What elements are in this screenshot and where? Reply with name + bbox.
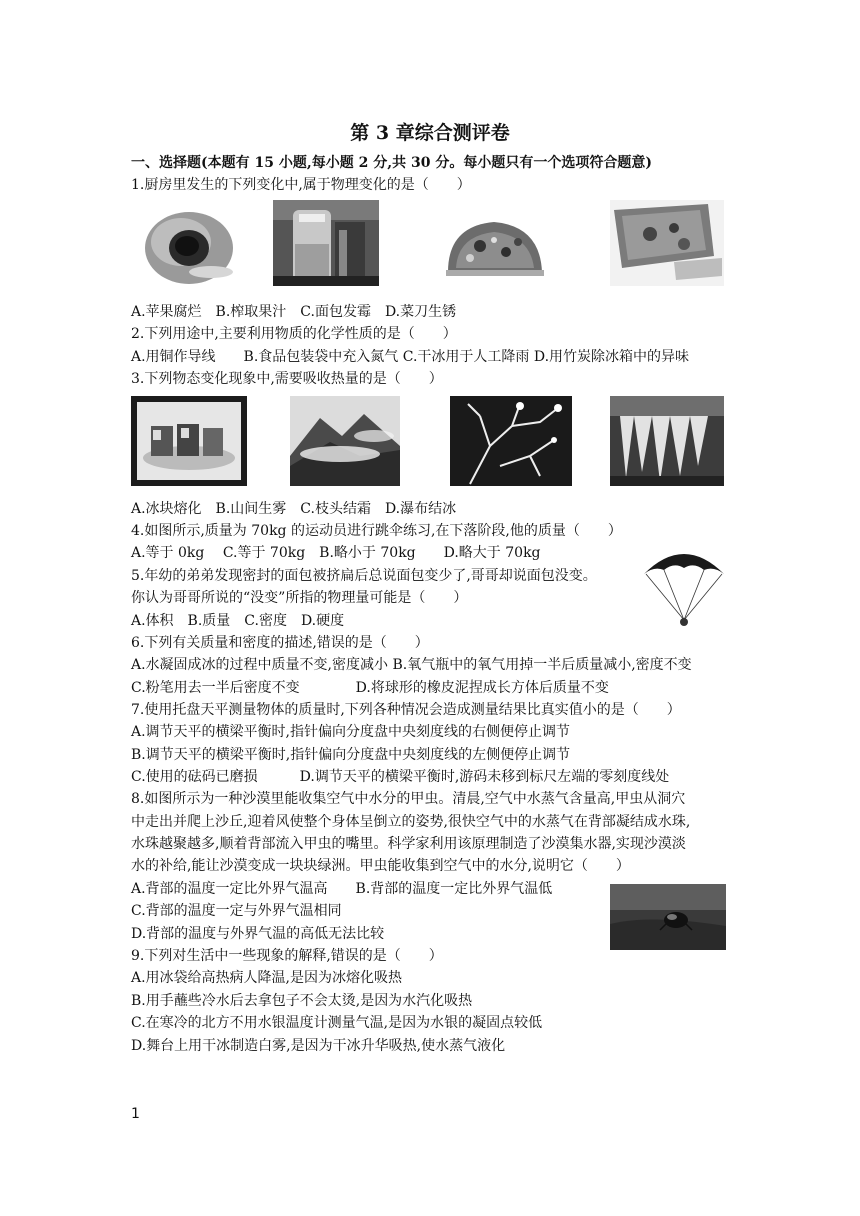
question-2-stem: 2.下列用途中,主要利用物质的化学性质的是（ ） [131, 326, 457, 342]
question-9-option-c: C.在寒冷的北方不用水银温度计测量气温,是因为水银的凝固点较低 [131, 1015, 543, 1031]
question-9-stem: 9.下列对生活中一些现象的解释,错误的是（ ） [131, 948, 443, 964]
question-5-stem-line-2: 你认为哥哥所说的“没变”所指的物理量可能是（ ） [131, 590, 468, 606]
question-8-option-d: D.背部的温度与外界气温的高低无法比较 [131, 926, 385, 942]
question-8-stem-line-4: 水的补给,能让沙漠变成一块块绿洲。甲虫能收集到空气中的水分,说明它（ ） [131, 858, 630, 874]
question-4-options: A.等于 0kg C.等于 70kg B.略小于 70kg D.略大于 70kg [131, 545, 541, 561]
question-8-stem-line-3: 水珠越聚越多,顺着背部流入甲虫的嘴里。科学家利用该原理制造了沙漠集水器,实现沙漠淡 [131, 836, 686, 852]
question-2-options: A.用铜作导线 B.食品包装袋中充入氮气 C.干冰用于人工降雨 D.用竹炭除冰箱中的异味 [131, 349, 690, 365]
question-9-option-d: D.舞台上用干冰制造白雾,是因为干冰升华吸热,使水蒸气液化 [131, 1038, 506, 1054]
frozen-waterfall-image [610, 396, 724, 486]
question-7-options-cd: C.使用的砝码已磨损 D.调节天平的横梁平衡时,游码未移到标尺左端的零刻度线处 [131, 769, 670, 785]
question-8-options-ab: A.背部的温度一定比外界气温高 B.背部的温度一定比外界气温低 [131, 881, 553, 897]
question-8-stem-line-2: 中走出并爬上沙丘,迎着风使整个身体呈倒立的姿势,很快空气中的水蒸气在背部凝结成水珠, [131, 814, 691, 830]
question-3-stem: 3.下列物态变化现象中,需要吸收热量的是（ ） [131, 371, 443, 387]
question-4-stem: 4.如图所示,质量为 70kg 的运动员进行跳伞练习,在下落阶段,他的质量（ ） [131, 523, 622, 539]
rusty-knife-image [610, 200, 724, 286]
parachute-image [640, 540, 728, 636]
question-7-option-b: B.调节天平的横梁平衡时,指针偏向分度盘中央刻度线的左侧便停止调节 [131, 747, 571, 763]
question-6-stem: 6.下列有关质量和密度的描述,错误的是（ ） [131, 635, 429, 651]
ice-melting-image [131, 396, 247, 486]
question-7-stem: 7.使用托盘天平测量物体的质量时,下列各种情况会造成测量结果比真实值小的是（ ） [131, 702, 681, 718]
page-title: 第 3 章综合测评卷 [350, 122, 510, 144]
apple-rotting-image [131, 202, 255, 286]
question-5-stem-line-1: 5.年幼的弟弟发现密封的面包被挤扁后总说面包变少了,哥哥却说面包没变。 [131, 568, 597, 584]
branch-frost-image [450, 396, 572, 486]
moldy-bread-image [440, 212, 548, 280]
question-1-options: A.苹果腐烂 B.榨取果汁 C.面包发霉 D.菜刀生锈 [131, 304, 457, 320]
question-8-option-c: C.背部的温度一定与外界气温相同 [131, 903, 342, 919]
question-1-stem: 1.厨房里发生的下列变化中,属于物理变化的是（ ） [131, 177, 471, 193]
question-9-option-b: B.用手蘸些冷水后去拿包子不会太烫,是因为水汽化吸热 [131, 993, 473, 1009]
question-8-stem-line-1: 8.如图所示为一种沙漠里能收集空气中水分的甲虫。清晨,空气中水蒸气含量高,甲虫从洞穴 [131, 791, 686, 807]
mountain-fog-image [290, 396, 400, 486]
question-7-option-a: A.调节天平的横梁平衡时,指针偏向分度盘中央刻度线的右侧便停止调节 [131, 724, 571, 740]
question-9-option-a: A.用冰袋给高热病人降温,是因为冰熔化吸热 [131, 970, 403, 986]
question-6-options-ab: A.水凝固成冰的过程中质量不变,密度减小 B.氧气瓶中的氧气用掉一半后质量减小,密度不变 [131, 657, 692, 673]
desert-beetle-image [610, 884, 726, 950]
question-3-options: A.冰块熔化 B.山间生雾 C.枝头结霜 D.瀑布结冰 [131, 501, 457, 517]
question-5-options: A.体积 B.质量 C.密度 D.硬度 [131, 613, 345, 629]
section-heading: 一、选择题(本题有 15 小题,每小题 2 分,共 30 分。每小题只有一个选项符合题意) [131, 155, 652, 171]
question-6-options-cd: C.粉笔用去一半后密度不变 D.将球形的橡皮泥捏成长方体后质量不变 [131, 680, 609, 696]
page-number: 1 [131, 1106, 140, 1122]
juice-bottle-image [273, 200, 379, 286]
